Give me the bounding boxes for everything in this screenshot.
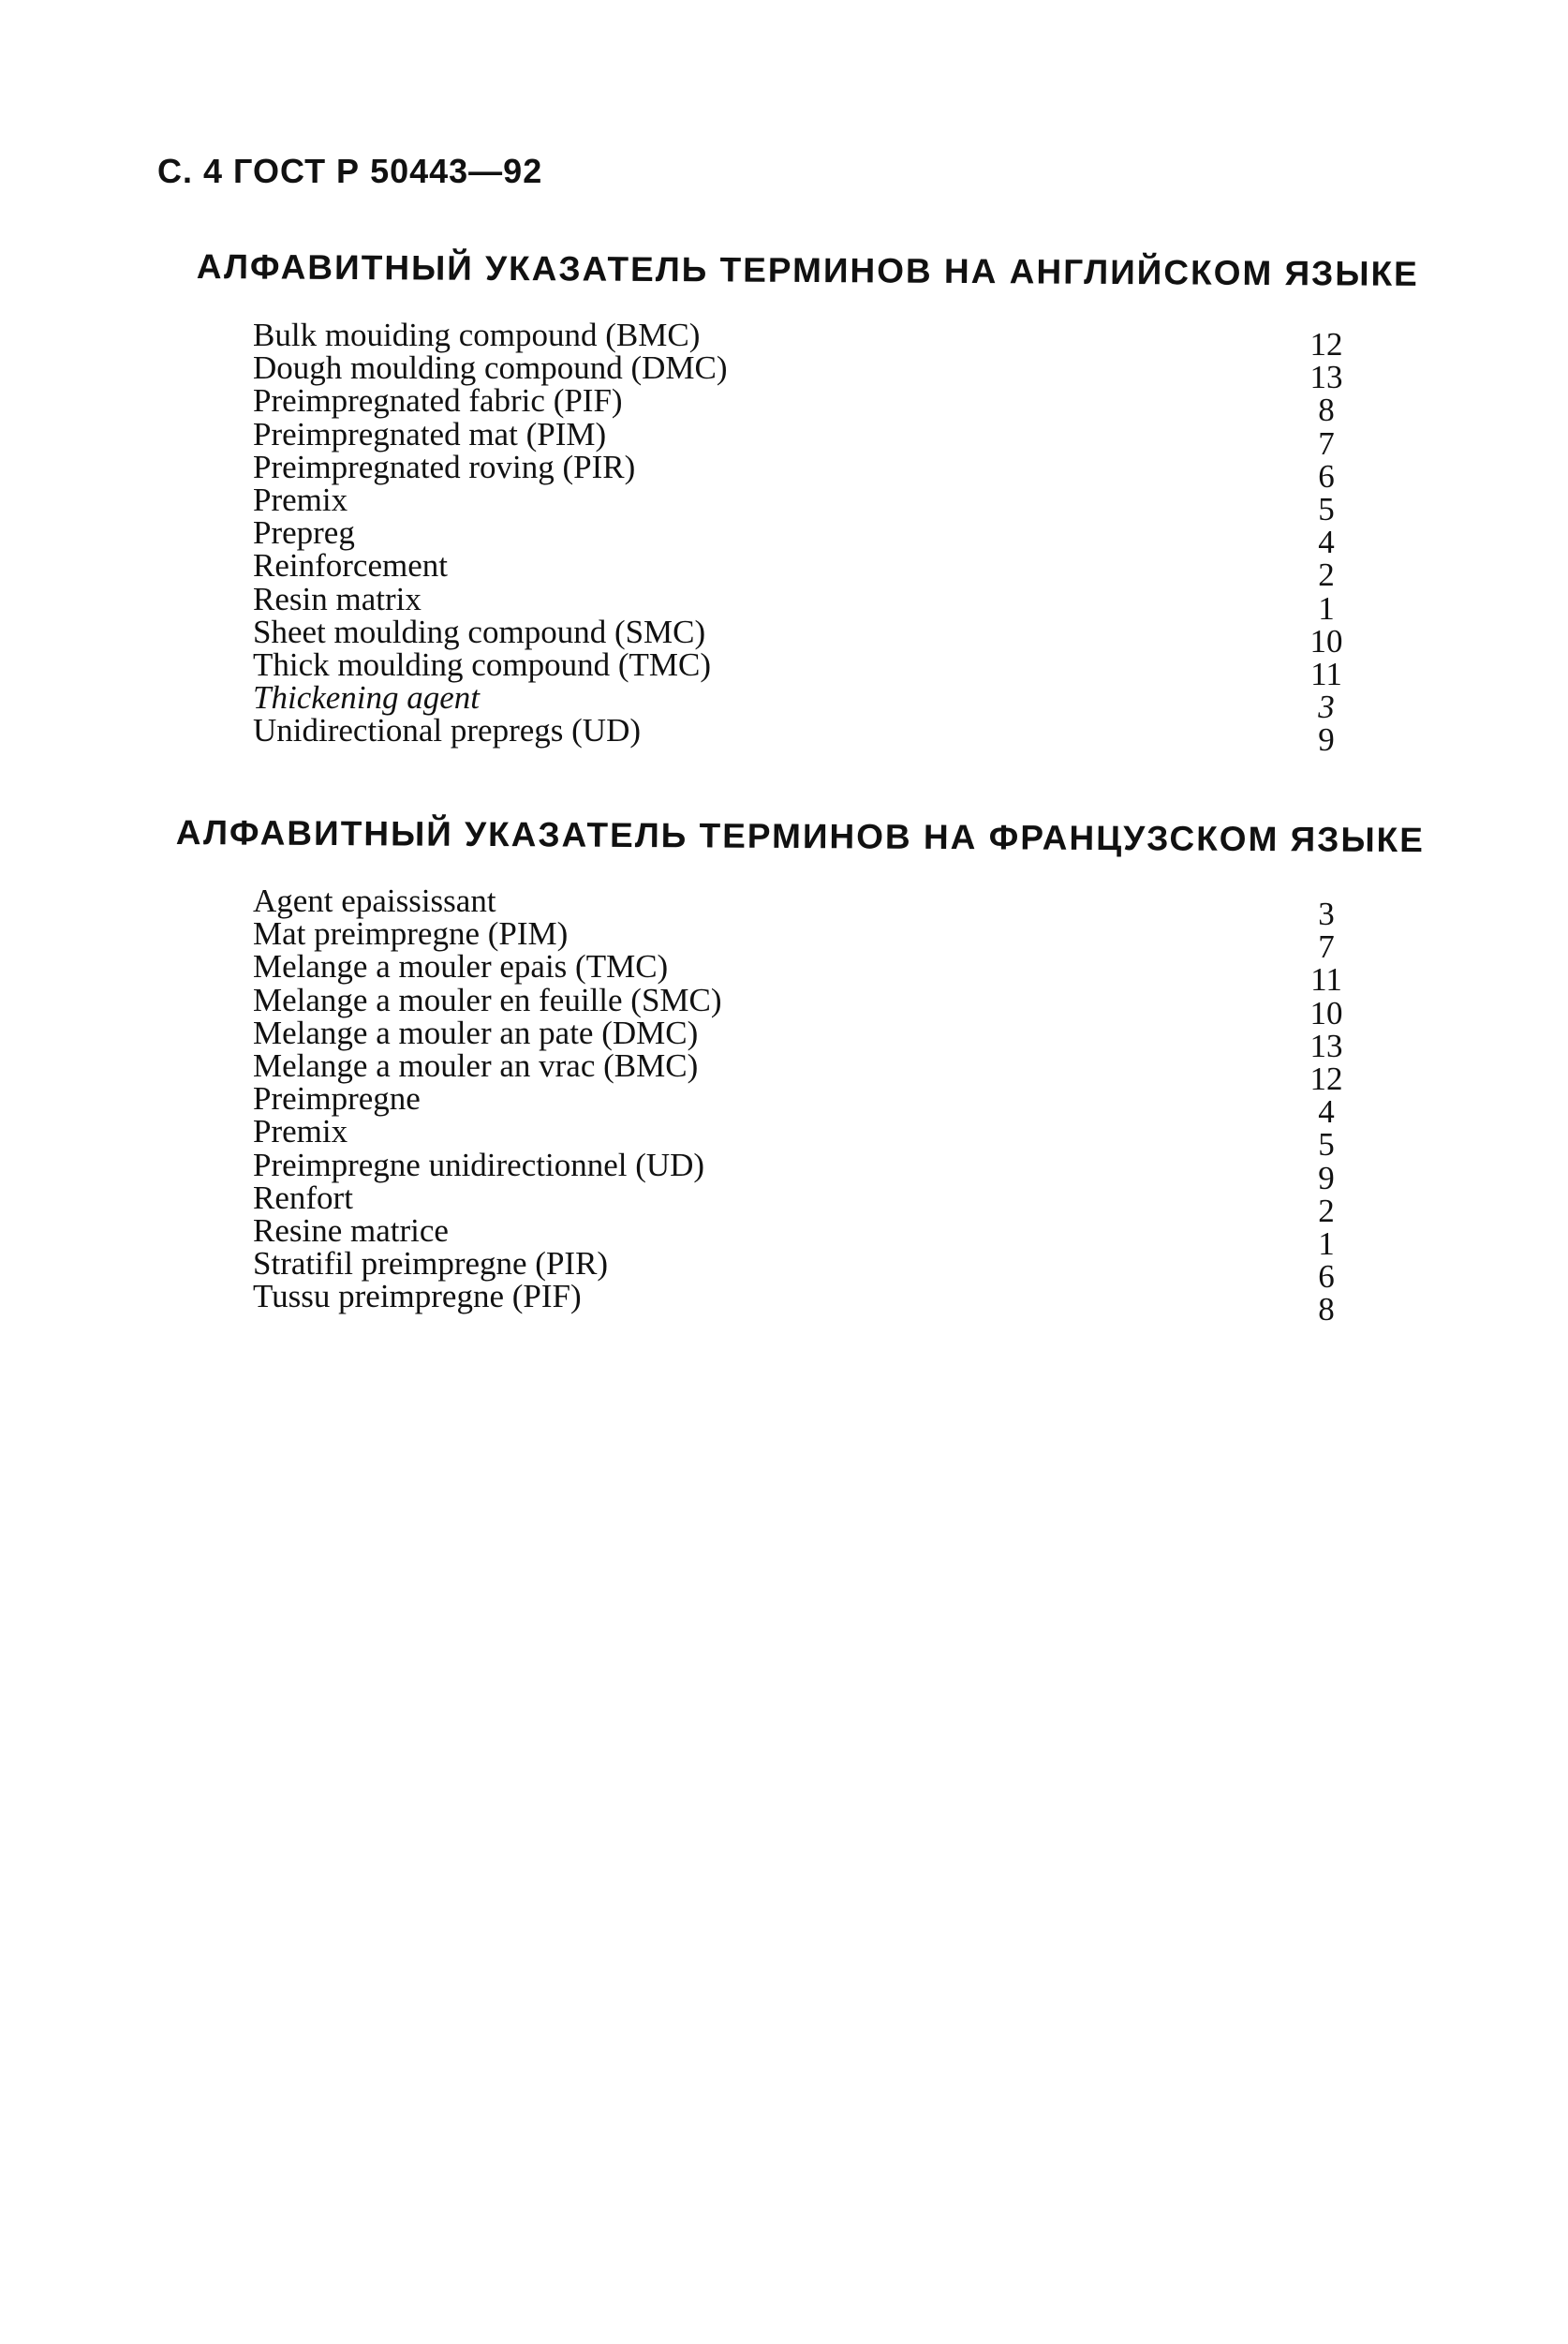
term-number: 8	[1318, 392, 1335, 429]
list-item	[253, 1245, 1368, 1296]
english-index-heading: АЛФАВИТНЫЙ УКАЗАТЕЛЬ ТЕРМИНОВ НА АНГЛИЙСКОМ ЯЗЫКЕ	[196, 247, 1419, 293]
term-name: Preimpregnated roving (PIR)	[253, 448, 636, 485]
term-name: Mat preimpregne (PIM)	[253, 915, 569, 953]
term-number: 4	[1318, 524, 1335, 561]
list-item	[253, 1014, 1368, 1064]
term-name: Dough moulding compound (DMC)	[253, 349, 728, 387]
term-number: 9	[1318, 1159, 1335, 1196]
term-name: Melange a mouler an pate (DMC)	[253, 1014, 699, 1051]
term-number: 1	[1318, 1224, 1335, 1262]
list-item	[253, 981, 1368, 1031]
list-item	[253, 514, 1368, 561]
list-item	[253, 481, 1368, 527]
term-name: Unidirectional prepregs (UD)	[253, 712, 642, 749]
list-item	[253, 1211, 1368, 1262]
list-item	[253, 1179, 1368, 1229]
list-item	[253, 1278, 1368, 1328]
term-number: 5	[1318, 490, 1335, 527]
term-number: 8	[1318, 1291, 1335, 1328]
list-item	[253, 1080, 1368, 1131]
term-name: Resine matrice	[253, 1211, 449, 1249]
term-name: Melange a mouler en feuille (SMC)	[253, 981, 722, 1018]
list-item	[253, 645, 1368, 692]
list-item	[253, 915, 1368, 966]
list-item	[253, 1146, 1368, 1196]
term-name: Thickening agent	[253, 679, 481, 717]
list-item	[253, 317, 1368, 363]
term-name: Tussu preimpregne (PIF)	[253, 1278, 582, 1315]
term-number: 11	[1310, 961, 1342, 999]
term-number: 6	[1318, 1258, 1335, 1296]
term-number: 6	[1318, 457, 1335, 495]
term-number: 10	[1309, 994, 1343, 1031]
term-name: Preimpregne	[253, 1080, 421, 1118]
term-name: Melange a mouler epais (TMC)	[253, 948, 669, 986]
list-item	[253, 948, 1368, 999]
term-name: Renfort	[253, 1179, 353, 1216]
list-item	[253, 679, 1368, 726]
term-number: 4	[1318, 1093, 1335, 1131]
list-item	[253, 448, 1368, 495]
term-number: 11	[1310, 655, 1342, 692]
french-term-list	[253, 883, 1368, 1328]
term-number: 13	[1309, 359, 1343, 396]
term-number: 1	[1318, 589, 1335, 627]
term-number: 7	[1318, 928, 1335, 966]
term-number: 2	[1318, 556, 1335, 594]
english-term-list	[253, 317, 1368, 759]
term-number: 13	[1309, 1027, 1343, 1064]
term-name: Premix	[253, 1113, 348, 1150]
term-number: 2	[1318, 1192, 1335, 1229]
list-item	[253, 580, 1368, 627]
term-name: Prepreg	[253, 514, 355, 552]
term-name: Sheet moulding compound (SMC)	[253, 613, 706, 650]
term-name: Preimpregnated fabric (PIF)	[253, 382, 623, 420]
list-item	[253, 382, 1368, 429]
list-item	[253, 349, 1368, 396]
term-number: 3	[1318, 896, 1335, 932]
term-name: Reinforcement	[253, 547, 448, 585]
page-header: С. 4 ГОСТ Р 50443—92	[157, 152, 543, 190]
term-number: 12	[1309, 326, 1343, 363]
list-item	[253, 613, 1368, 660]
term-number: 3	[1318, 689, 1335, 726]
term-name: Premix	[253, 481, 348, 518]
term-number: 5	[1318, 1126, 1335, 1164]
list-item	[253, 883, 1368, 932]
term-name: Bulk mouiding compound (BMC)	[253, 317, 701, 353]
list-item	[253, 1046, 1368, 1097]
term-name: Melange a mouler an vrac (BMC)	[253, 1046, 699, 1084]
term-number: 7	[1318, 424, 1335, 462]
term-number: 12	[1309, 1060, 1343, 1097]
list-item	[253, 1113, 1368, 1164]
term-name: Thick moulding compound (TMC)	[253, 645, 711, 683]
list-item	[253, 547, 1368, 594]
term-number: 9	[1318, 721, 1335, 759]
list-item	[253, 415, 1368, 462]
list-item	[253, 712, 1368, 759]
term-name: Preimpregnated mat (PIM)	[253, 415, 607, 452]
term-name: Agent epaississant	[253, 883, 496, 919]
term-name: Preimpregne unidirectionnel (UD)	[253, 1146, 705, 1183]
term-number: 10	[1309, 622, 1343, 660]
french-index-heading: АЛФАВИТНЫЙ УКАЗАТЕЛЬ ТЕРМИНОВ НА ФРАНЦУЗСКОМ ЯЗЫКЕ	[175, 813, 1426, 860]
term-name: Resin matrix	[253, 580, 422, 617]
term-name: Stratifil preimpregne (PIR)	[253, 1245, 609, 1283]
